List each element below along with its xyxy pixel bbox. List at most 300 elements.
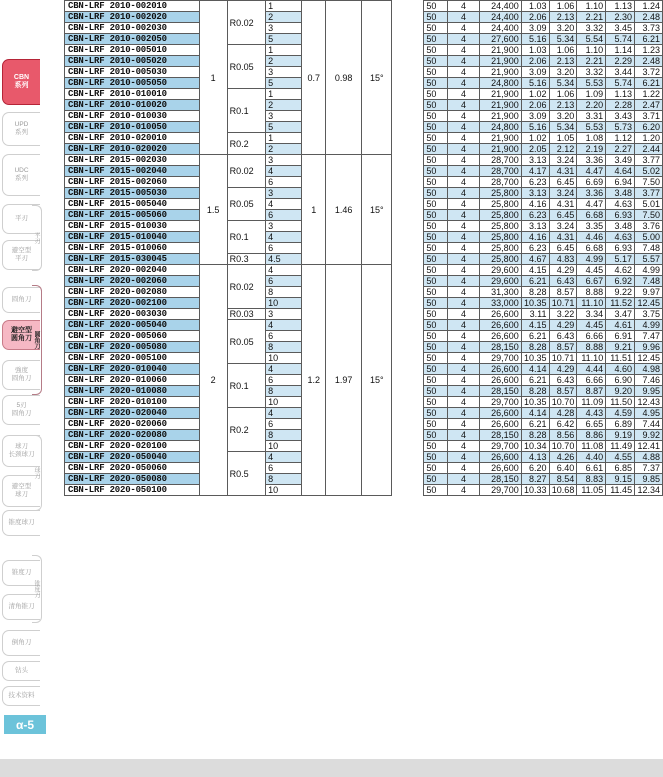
model-code: CBN-LRF 2020-010040: [65, 364, 200, 375]
flute-count-value: 4: [447, 364, 479, 375]
shank-diameter-value: 50: [424, 221, 448, 232]
shank-diameter-value: 50: [424, 331, 448, 342]
shank-diameter-value: 50: [424, 364, 448, 375]
gap-column: [392, 397, 424, 408]
table-row: [65, 265, 663, 276]
cut-length-value: 8: [266, 287, 302, 298]
shank-diameter-value: 50: [424, 122, 448, 133]
angle-cell: 15°: [362, 265, 392, 496]
cutting-value: 5.57: [635, 254, 663, 265]
cutting-value: 3.77: [635, 155, 663, 166]
cutting-value: 29,700: [479, 441, 521, 452]
cutting-value: 3.44: [606, 67, 635, 78]
model-code: CBN-LRF 2010-010010: [65, 89, 200, 100]
gap-column: [392, 1, 424, 12]
cut-length-value: 1: [266, 45, 302, 56]
cut-length-value: 10: [266, 353, 302, 364]
flute-count-value: 4: [447, 419, 479, 430]
cutting-value: 8.86: [577, 430, 606, 441]
cutting-value: 1.06: [549, 89, 577, 100]
cutting-value: 26,600: [479, 452, 521, 463]
flute-count-value: 4: [447, 122, 479, 133]
corner-radius-cell: R0.02: [227, 155, 266, 188]
cutting-value: 9.21: [606, 342, 635, 353]
cutting-value: 10.35: [521, 353, 549, 364]
model-code: CBN-LRF 2020-003030: [65, 309, 200, 320]
gap-column: [392, 155, 424, 166]
shank-diameter-value: 50: [424, 210, 448, 221]
sidebar-tab-taper-finish[interactable]: 清角锥刀: [2, 594, 40, 620]
sidebar-tab-ball[interactable]: 球刀 长颈球刀: [2, 435, 40, 467]
cutting-value: 2.21: [577, 12, 606, 23]
cutting-value: 9.85: [635, 474, 663, 485]
cutting-value: 3.24: [549, 155, 577, 166]
gap-column: [392, 67, 424, 78]
cutting-value: 4.26: [549, 452, 577, 463]
sidebar-tab-tech-info[interactable]: 技术资料: [2, 686, 40, 706]
model-code: CBN-LRF 2010-002030: [65, 23, 200, 34]
cutting-value: 3.20: [549, 23, 577, 34]
flute-count-value: 4: [447, 188, 479, 199]
cut-length-value: 4: [266, 265, 302, 276]
model-code: CBN-LRF 2020-002040: [65, 265, 200, 276]
cutting-value: 28,700: [479, 166, 521, 177]
cutting-value: 2.28: [606, 100, 635, 111]
shank-diameter-value: 50: [424, 45, 448, 56]
cutting-value: 4.47: [577, 166, 606, 177]
sidebar-tab-r5-radius[interactable]: 5刃 圆角刀: [2, 395, 40, 425]
cutting-value: 4.31: [549, 166, 577, 177]
flute-count-value: 4: [447, 177, 479, 188]
shank-diameter-value: 50: [424, 232, 448, 243]
cutting-value: 3.43: [606, 111, 635, 122]
model-code: CBN-LRF 2020-020100: [65, 441, 200, 452]
cutting-value: 4.64: [606, 166, 635, 177]
gap-column: [392, 463, 424, 474]
cutting-value: 31,300: [479, 287, 521, 298]
corner-radius-cell: R0.02: [227, 1, 266, 45]
cut-length-value: 5: [266, 34, 302, 45]
model-code: CBN-LRF 2020-005100: [65, 353, 200, 364]
cutting-value: 2.06: [521, 56, 549, 67]
cutting-value: 9.22: [606, 287, 635, 298]
cut-length-value: 8: [266, 342, 302, 353]
sidebar-tab-clearance-flat[interactable]: 避空型 平刃: [2, 240, 40, 270]
cutting-value: 11.45: [606, 485, 635, 496]
cutting-value: 8.88: [577, 342, 606, 353]
cutting-value: 10.33: [521, 485, 549, 496]
corner-radius-cell: R0.5: [227, 452, 266, 496]
model-code: CBN-LRF 2020-020040: [65, 408, 200, 419]
neck-length-cell: 1.2: [302, 265, 326, 496]
cutting-value: 8.28: [521, 342, 549, 353]
flute-count-value: 4: [447, 210, 479, 221]
cut-length-value: 10: [266, 298, 302, 309]
flute-count-value: 4: [447, 298, 479, 309]
cut-length-value: 6: [266, 331, 302, 342]
cutting-value: 1.08: [577, 133, 606, 144]
corner-radius-cell: R0.05: [227, 45, 266, 89]
shank-diameter-value: 50: [424, 309, 448, 320]
cutting-value: 3.76: [635, 221, 663, 232]
cutting-value: 3.48: [606, 221, 635, 232]
gap-column: [392, 309, 424, 320]
cutting-value: 4.13: [521, 452, 549, 463]
sidebar-tab-corner-radius[interactable]: 圆角刀: [2, 287, 40, 313]
shank-diameter-value: 50: [424, 199, 448, 210]
sidebar-tab-flat-blade[interactable]: 平刃: [2, 204, 40, 234]
gap-column: [392, 276, 424, 287]
model-code: CBN-LRF 2010-005050: [65, 78, 200, 89]
flute-count-value: 4: [447, 485, 479, 496]
cutting-value: 10.35: [521, 397, 549, 408]
cutting-value: 25,800: [479, 221, 521, 232]
cutting-value: 11.52: [606, 298, 635, 309]
gap-column: [392, 89, 424, 100]
gap-column: [392, 386, 424, 397]
shank-diameter-value: 50: [424, 265, 448, 276]
flute-count-value: 4: [447, 309, 479, 320]
cut-length-value: 3: [266, 309, 302, 320]
gap-column: [392, 441, 424, 452]
cutting-value: 2.06: [521, 12, 549, 23]
cutting-value: 5.16: [521, 122, 549, 133]
model-code: CBN-LRF 2020-005060: [65, 331, 200, 342]
cut-length-value: 4.5: [266, 254, 302, 265]
cutting-value: 28,700: [479, 155, 521, 166]
cutting-value: 4.14: [521, 408, 549, 419]
cutting-value: 2.27: [606, 144, 635, 155]
model-code: CBN-LRF 2010-005020: [65, 56, 200, 67]
gap-column: [392, 419, 424, 430]
cutting-value: 5.01: [635, 199, 663, 210]
shank-diameter-value: 50: [424, 23, 448, 34]
cut-length-value: 1: [266, 89, 302, 100]
cutting-value: 5.02: [635, 166, 663, 177]
cutting-value: 4.29: [549, 320, 577, 331]
flute-count-value: 4: [447, 155, 479, 166]
cutting-value: 1.14: [606, 45, 635, 56]
flute-count-value: 4: [447, 133, 479, 144]
cut-length-value: 3: [266, 111, 302, 122]
gap-column: [392, 298, 424, 309]
shank-diameter-value: 50: [424, 441, 448, 452]
cutting-value: 2.48: [635, 12, 663, 23]
gap-column: [392, 331, 424, 342]
cutting-value: 2.13: [549, 100, 577, 111]
model-code: CBN-LRF 2020-002060: [65, 276, 200, 287]
gap-column: [392, 23, 424, 34]
cutting-value: 21,900: [479, 111, 521, 122]
flute-count-value: 4: [447, 56, 479, 67]
shank-diameter-value: 50: [424, 67, 448, 78]
cutting-value: 25,800: [479, 199, 521, 210]
cut-length-value: 4: [266, 364, 302, 375]
cutting-value: 4.99: [577, 254, 606, 265]
cut-length-value: 4: [266, 320, 302, 331]
cutting-value: 6.23: [521, 210, 549, 221]
cutting-value: 4.29: [549, 364, 577, 375]
footer-band: [0, 759, 663, 777]
cutting-value: 4.62: [606, 265, 635, 276]
cut-length-value: 3: [266, 67, 302, 78]
cutting-value: 6.65: [577, 419, 606, 430]
cutting-value: 21,900: [479, 89, 521, 100]
cutting-value: 12.41: [635, 441, 663, 452]
cutting-value: 8.88: [577, 287, 606, 298]
cutting-value: 5.17: [606, 254, 635, 265]
spec-table-body: [65, 1, 663, 496]
corner-radius-cell: R0.02: [227, 265, 266, 309]
cutting-value: 9.97: [635, 287, 663, 298]
model-code: CBN-LRF 2015-005060: [65, 210, 200, 221]
model-code: CBN-LRF 2015-005040: [65, 199, 200, 210]
gap-column: [392, 485, 424, 496]
shank-diameter-value: 50: [424, 452, 448, 463]
cutting-value: 10.68: [549, 485, 577, 496]
cut-length-value: 8: [266, 474, 302, 485]
gap-column: [392, 430, 424, 441]
cutting-value: 3.34: [577, 309, 606, 320]
cutting-value: 4.44: [577, 364, 606, 375]
cutting-value: 4.29: [549, 265, 577, 276]
cutting-value: 1.10: [577, 45, 606, 56]
cutting-value: 10.70: [549, 441, 577, 452]
model-code: CBN-LRF 2010-005030: [65, 67, 200, 78]
cutting-value: 11.10: [577, 298, 606, 309]
cutting-value: 4.83: [549, 254, 577, 265]
angle-cell: 15°: [362, 155, 392, 265]
cutting-value: 6.42: [549, 419, 577, 430]
cutting-value: 28,700: [479, 177, 521, 188]
sidebar-tab-taper-blade[interactable]: 锥度刀: [2, 560, 40, 586]
sidebar-tab-drill[interactable]: 钻头: [2, 661, 40, 681]
cutting-value: 29,600: [479, 265, 521, 276]
cut-length-value: 6: [266, 276, 302, 287]
cut-length-value: 3: [266, 155, 302, 166]
cutting-value: 3.49: [606, 155, 635, 166]
cutting-value: 3.11: [521, 309, 549, 320]
model-code: CBN-LRF 2020-020080: [65, 430, 200, 441]
corner-radius-cell: R0.2: [227, 408, 266, 452]
shank-diameter-value: 50: [424, 254, 448, 265]
cut-length-value: 3: [266, 188, 302, 199]
cutting-value: 25,800: [479, 232, 521, 243]
cutting-value: 4.63: [606, 232, 635, 243]
cutting-value: 24,400: [479, 23, 521, 34]
cut-length-value: 10: [266, 441, 302, 452]
cut-length-value: 4: [266, 408, 302, 419]
cutting-value: 1.13: [606, 89, 635, 100]
sidebar-tab-cbn[interactable]: CBN 系列: [2, 59, 40, 105]
cutting-value: 2.47: [635, 100, 663, 111]
cutting-value: 26,600: [479, 320, 521, 331]
model-code: CBN-LRF 2020-050060: [65, 463, 200, 474]
cutting-value: 4.98: [635, 364, 663, 375]
cut-length-value: 2: [266, 12, 302, 23]
model-code: CBN-LRF 2010-002010: [65, 1, 200, 12]
gap-column: [392, 78, 424, 89]
gap-column: [392, 122, 424, 133]
model-code: CBN-LRF 2015-010030: [65, 221, 200, 232]
cutting-value: 3.48: [606, 188, 635, 199]
gap-column: [392, 375, 424, 386]
cutting-value: 2.21: [577, 56, 606, 67]
sidebar-tab-upd[interactable]: UPD 系列: [2, 112, 40, 146]
cutting-value: 11.51: [606, 353, 635, 364]
sidebar-tab-clearance-ball[interactable]: 避空型 球刀: [2, 475, 40, 507]
cutting-value: 5.53: [577, 122, 606, 133]
neck-diameter-cell: 0.98: [325, 1, 361, 155]
cutting-value: 3.36: [577, 155, 606, 166]
flute-count-value: 4: [447, 441, 479, 452]
cutting-value: 7.44: [635, 419, 663, 430]
flute-count-value: 4: [447, 331, 479, 342]
flute-count-value: 4: [447, 232, 479, 243]
corner-radius-cell: R0.05: [227, 320, 266, 364]
model-code: CBN-LRF 2020-010080: [65, 386, 200, 397]
cut-length-value: 4: [266, 452, 302, 463]
cutting-value: 1.06: [549, 1, 577, 12]
corner-radius-cell: R0.05: [227, 188, 266, 221]
cutting-value: 4.60: [606, 364, 635, 375]
cutting-value: 5.16: [521, 78, 549, 89]
cutting-value: 29,700: [479, 353, 521, 364]
cutting-value: 28,150: [479, 474, 521, 485]
cutting-value: 6.66: [577, 375, 606, 386]
shank-diameter-value: 50: [424, 1, 448, 12]
sidebar-tab-chamfer[interactable]: 倒角刀: [2, 630, 40, 656]
flute-count-value: 4: [447, 23, 479, 34]
cutting-value: 9.15: [606, 474, 635, 485]
flute-count-value: 4: [447, 100, 479, 111]
cut-length-value: 2: [266, 144, 302, 155]
model-code: CBN-LRF 2010-002020: [65, 12, 200, 23]
cutting-value: 21,900: [479, 67, 521, 78]
cutting-value: 8.57: [549, 342, 577, 353]
shank-diameter-value: 50: [424, 144, 448, 155]
cut-length-value: 8: [266, 386, 302, 397]
cutting-value: 3.09: [521, 111, 549, 122]
flute-count-value: 4: [447, 1, 479, 12]
cut-length-value: 6: [266, 177, 302, 188]
cutting-value: 1.12: [606, 133, 635, 144]
cutting-value: 4.99: [635, 265, 663, 276]
shank-diameter-value: 50: [424, 111, 448, 122]
gap-column: [392, 177, 424, 188]
flute-count-value: 4: [447, 397, 479, 408]
shank-diameter-value: 50: [424, 177, 448, 188]
cutting-value: 1.22: [635, 89, 663, 100]
cutting-value: 25,800: [479, 254, 521, 265]
cutting-value: 21,900: [479, 45, 521, 56]
cutting-value: 24,400: [479, 12, 521, 23]
cut-length-value: 2: [266, 100, 302, 111]
cutting-value: 1.02: [521, 89, 549, 100]
model-code: CBN-LRF 2020-005040: [65, 320, 200, 331]
gap-column: [392, 45, 424, 56]
cutting-value: 4.95: [635, 408, 663, 419]
neck-diameter-cell: 1.46: [325, 155, 361, 265]
gap-column: [392, 111, 424, 122]
cut-length-value: 1: [266, 133, 302, 144]
cut-length-value: 10: [266, 397, 302, 408]
cutting-value: 6.67: [577, 276, 606, 287]
model-code: CBN-LRF 2010-010050: [65, 122, 200, 133]
cutting-value: 10.35: [521, 298, 549, 309]
cutting-value: 25,800: [479, 210, 521, 221]
gap-column: [392, 353, 424, 364]
sidebar-tab-taper-ball[interactable]: 锥度球刀: [2, 510, 40, 536]
gap-column: [392, 199, 424, 210]
cutting-value: 6.66: [577, 331, 606, 342]
shank-diameter-value: 50: [424, 298, 448, 309]
shank-diameter-value: 50: [424, 155, 448, 166]
cutting-value: 26,600: [479, 375, 521, 386]
cutting-value: 5.74: [606, 78, 635, 89]
cutting-value: 5.00: [635, 232, 663, 243]
cutting-value: 6.21: [635, 34, 663, 45]
model-code: CBN-LRF 2015-010060: [65, 243, 200, 254]
cutting-value: 6.43: [549, 331, 577, 342]
flute-count-value: 4: [447, 342, 479, 353]
cutting-value: 3.20: [549, 67, 577, 78]
model-code: CBN-LRF 2020-002100: [65, 298, 200, 309]
shank-diameter-value: 50: [424, 386, 448, 397]
model-code: CBN-LRF 2020-005080: [65, 342, 200, 353]
cutting-value: 1.03: [521, 1, 549, 12]
shank-diameter-value: 50: [424, 342, 448, 353]
shank-diameter-value: 50: [424, 375, 448, 386]
cutting-value: 3.72: [635, 67, 663, 78]
flute-count-value: 4: [447, 353, 479, 364]
cutting-value: 7.50: [635, 177, 663, 188]
cutting-value: 8.57: [549, 287, 577, 298]
flute-count-value: 4: [447, 254, 479, 265]
cutting-value: 21,900: [479, 133, 521, 144]
flute-count-value: 4: [447, 12, 479, 23]
flute-count-value: 4: [447, 45, 479, 56]
cutting-value: 2.48: [635, 56, 663, 67]
sidebar-tab-clearance-radius[interactable]: 避空型 圆角刀: [2, 320, 40, 350]
gap-column: [392, 56, 424, 67]
sidebar-tab-strong-radius[interactable]: 強度 圆角刀: [2, 360, 40, 390]
shank-diameter-value: 50: [424, 188, 448, 199]
cutting-value: 4.88: [635, 452, 663, 463]
cutting-value: 3.32: [577, 67, 606, 78]
model-code: CBN-LRF 2010-002050: [65, 34, 200, 45]
model-code: CBN-LRF 2010-020020: [65, 144, 200, 155]
cutting-value: 11.10: [577, 353, 606, 364]
cutting-value: 1.05: [549, 133, 577, 144]
cutting-value: 4.31: [549, 232, 577, 243]
cutting-value: 3.24: [549, 221, 577, 232]
cutting-value: 6.20: [635, 122, 663, 133]
sidebar-tab-udc[interactable]: UDC 系列: [2, 154, 40, 196]
cut-length-value: 8: [266, 430, 302, 441]
shank-diameter-value: 50: [424, 287, 448, 298]
cutting-value: 2.13: [549, 12, 577, 23]
cutting-value: 3.22: [549, 309, 577, 320]
cutting-value: 6.92: [606, 276, 635, 287]
cut-length-value: 1: [266, 1, 302, 12]
cutting-value: 1.02: [521, 133, 549, 144]
gap-column: [392, 188, 424, 199]
cut-length-value: 6: [266, 243, 302, 254]
cutting-value: 3.73: [635, 23, 663, 34]
cut-length-value: 4: [266, 166, 302, 177]
cutting-value: 5.34: [549, 78, 577, 89]
